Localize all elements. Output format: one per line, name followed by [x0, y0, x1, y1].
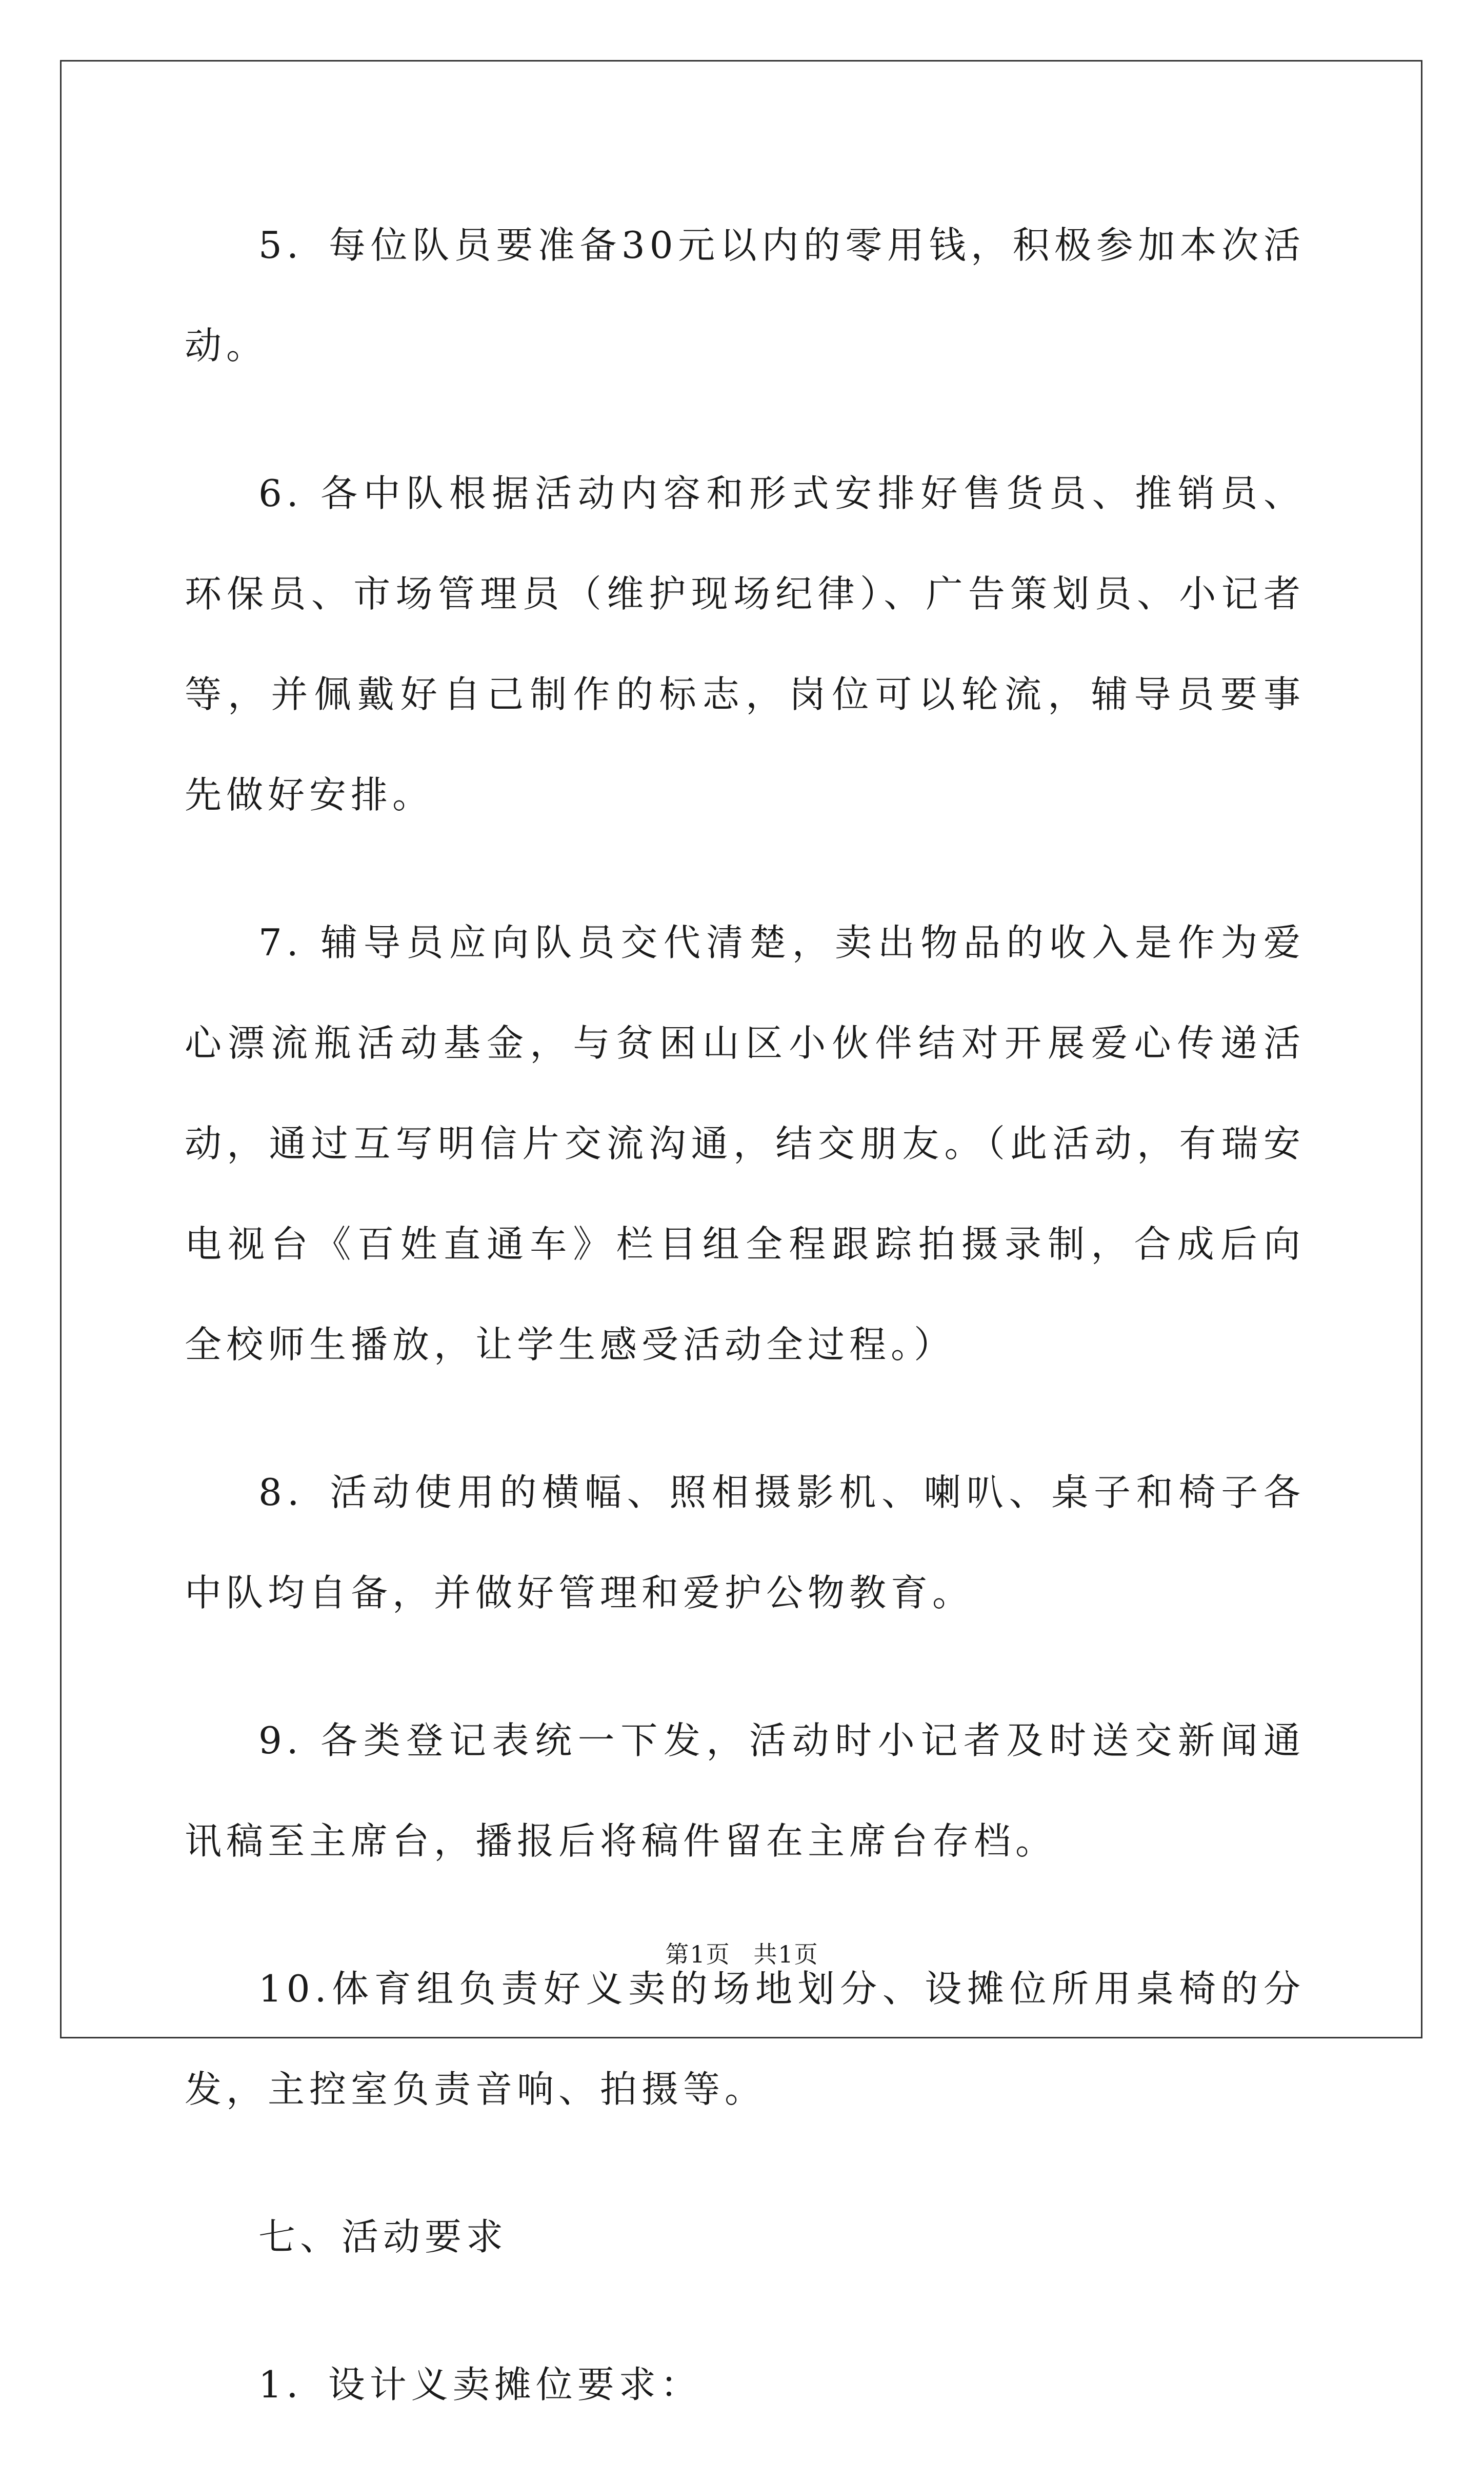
paragraph-item-requirement-1: 1．设计义卖摊位要求： [258, 2363, 702, 2406]
paragraph-item-10: 10.体育组负责好义卖的场地划分、设摊位所用桌椅的分发，主控室负责音响、拍摄等。 [185, 1967, 1305, 2111]
paragraph-item-6: 6. 各中队根据活动内容和形式安排好售货员、推销员、环保员、市场管理员（维护现场纪律）、广告策划员、小记者等，并佩戴好自己制作的标志，岗位可以轮流，辅导员要事先做好安排。 [185, 472, 1305, 816]
document-body [185, 195, 1305, 2482]
paragraph-item-8: 8．活动使用的横幅、照相摄影机、喇叭、桌子和椅子各中队均自备，并做好管理和爱护公物教育。 [185, 1471, 1305, 1614]
page-total: 共1页 [753, 1940, 819, 1968]
section-heading: 七、活动要求 [258, 2215, 508, 2258]
page-number: 第1页 [665, 1940, 731, 1968]
page-footer [0, 1936, 1484, 1970]
paragraph-item-5: 5．每位队员要准备30元以内的零用钱，积极参加本次活动。 [185, 224, 1305, 367]
paragraph-item-7: 7. 辅导员应向队员交代清楚，卖出物品的收入是作为爱心漂流瓶活动基金，与贫困山区小伙伴结对开展爱心传递活动，通过互写明信片交流沟通，结交朋友。（此活动，有瑞安电视台《百姓直通车》栏目组全程跟踪拍摄录制，合成后向全校师生播放，让学生感受活动全过程。） [185, 921, 1305, 1366]
paragraph-item-9: 9. 各类登记表统一下发，活动时小记者及时送交新闻通讯稿至主席台，播报后将稿件留在主席台存档。 [185, 1719, 1305, 1863]
